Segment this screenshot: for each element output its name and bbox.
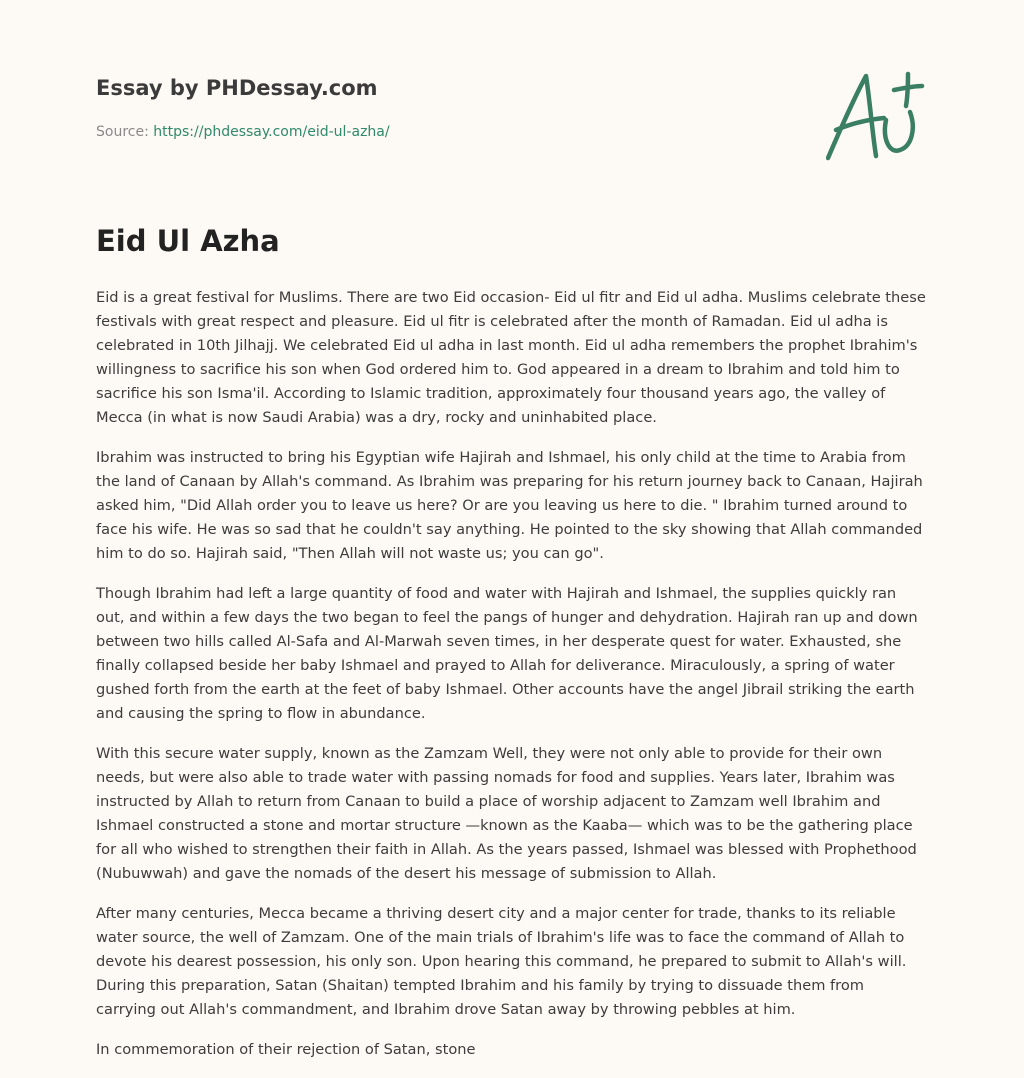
essay-paragraph: After many centuries, Mecca became a thriving desert city and a major center for trade, thanks to its reliable water source, the well of Zamzam. One of the main trials of Ibrahim's life was to face the command of Allah to devote his dearest possession, his only son. Upon hearing this command, he prepared to submit to Allah's will. During this preparation, Satan (Shaitan) tempted Ibrahim and his family by trying to dissuade them from carrying out Allah's commandment, and Ibrahim drove Satan away by throwing pebbles at him. [96, 905, 907, 1018]
essay-paragraph: With this secure water supply, known as the Zamzam Well, they were not only able to provide for their own needs, but were also able to trade water with passing nomads for food and supplies. Years later, Ibrahim was instructed by Allah to return from Canaan to build a place of worship adjacent to Zamzam well Ibrahim and Ishmael constructed a stone and mortar structure —known as the Kaaba— which was to be the gathering place for all who wished to strengthen their faith in Allah. As the years passed, Ishmael was blessed with Prophethood (Nubuwwah) and gave the nomads of the desert his message of submission to Allah. [96, 745, 917, 882]
essay-paragraph: In commemoration of their rejection of Satan, stone [96, 1041, 476, 1058]
source-label: Source: [96, 124, 154, 140]
source-link[interactable]: https://phdessay.com/eid-ul-azha/ [153, 124, 390, 140]
source-line [96, 124, 390, 140]
site-title: Essay by PHDessay.com [96, 76, 378, 100]
a-plus-logo-icon [826, 68, 926, 164]
essay-paragraph: Ibrahim was instructed to bring his Egyptian wife Hajirah and Ishmael, his only child at the time to Arabia from the land of Canaan by Allah's command. As Ibrahim was preparing for his return journey back to Canaan, Hajirah asked him, "Did Allah order you to leave us here? Or are you leaving us here to die. " Ibrahim turned around to face his wife. He was so sad that he couldn't say anything. He pointed to the sky showing that Allah commanded him to do so. Hajirah said, "Then Allah will not waste us; you can go". [96, 449, 923, 562]
essay-title: Eid Ul Azha [96, 224, 280, 258]
essay-body [96, 286, 928, 1078]
essay-paragraph: Though Ibrahim had left a large quantity of food and water with Hajirah and Ishmael, the supplies quickly ran out, and within a few days the two began to feel the pangs of hunger and dehydration. Hajirah ran up and down between two hills called Al-Safa and Al-Marwah seven times, in her desperate quest for water. Exhausted, she finally collapsed beside her baby Ishmael and prayed to Allah for deliverance. Miraculously, a spring of water gushed forth from the earth at the feet of baby Ishmael. Other accounts have the angel Jibrail striking the earth and causing the spring to flow in abundance. [96, 585, 918, 722]
essay-paragraph: Eid is a great festival for Muslims. There are two Eid occasion- Eid ul fitr and Eid ul adha. Muslims celebrate these festivals with great respect and pleasure. Eid ul fitr is celebrated after the month of Ramadan. Eid ul adha is celebrated in 10th Jilhajj. We celebrated Eid ul adha in last month. Eid ul adha remembers the prophet Ibrahim's willingness to sacrifice his son when God ordered him to. God appeared in a dream to Ibrahim and told him to sacrifice his son Isma'il. According to Islamic tradition, approximately four thousand years ago, the valley of Mecca (in what is now Saudi Arabia) was a dry, rocky and uninhabited place. [96, 289, 926, 426]
